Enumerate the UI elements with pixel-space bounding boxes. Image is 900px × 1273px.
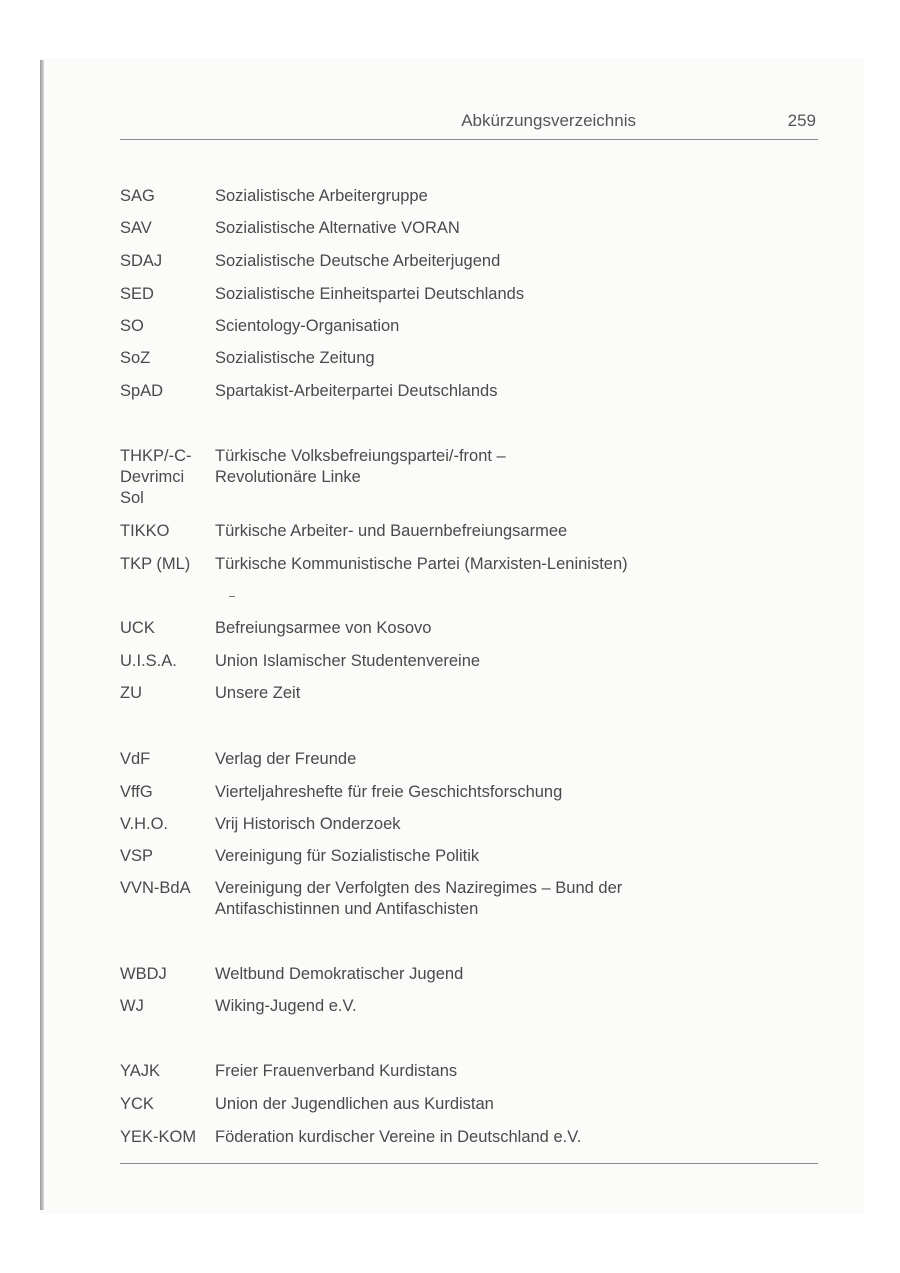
abbreviation: TIKKO [120, 522, 170, 540]
abbreviation: YAJK [120, 1062, 161, 1080]
definition: Wiking-Jugend e.V. [215, 997, 357, 1015]
header-title: Abkürzungsverzeichnis [461, 111, 636, 130]
definition [215, 446, 815, 488]
abbreviation: VSP [120, 847, 154, 865]
footer-rule [120, 1163, 818, 1164]
definition: Spartakist-Arbeiterpartei Deutschlands [215, 382, 498, 400]
definition [215, 878, 815, 920]
abbreviation: SAG [120, 187, 155, 205]
stray-mark [229, 596, 235, 597]
definition: Verlag der Freunde [215, 750, 357, 768]
abbreviation: WJ [120, 997, 144, 1015]
abbreviation: VffG [120, 783, 153, 801]
abbreviation: SoZ [120, 349, 151, 367]
definition: Türkische Kommunistische Partei (Marxisten-Leninisten) [215, 555, 628, 573]
abbreviation: V.H.O. [120, 815, 168, 833]
definition: Sozialistische Einheitspartei Deutschlands [215, 285, 525, 303]
abbreviation: YEK-KOM [120, 1128, 197, 1146]
definition: Sozialistische Alternative VORAN [215, 219, 460, 237]
definition: Vrij Historisch Onderzoek [215, 815, 401, 833]
abbreviation-line: THKP/-C- [120, 447, 192, 465]
abbreviation: UCK [120, 619, 155, 637]
header-rule [120, 139, 818, 140]
definition: Union Islamischer Studentenvereine [215, 652, 481, 670]
abbreviation: SAV [120, 219, 152, 237]
definition: Union der Jugendlichen aus Kurdistan [215, 1095, 494, 1113]
definition-line: Antifaschistinnen und Antifaschisten [215, 900, 479, 918]
abbreviation: TKP (ML) [120, 555, 191, 573]
abbreviation-line: Devrimci [120, 468, 185, 486]
definition: Unsere Zeit [215, 684, 301, 702]
abbreviation [120, 446, 212, 509]
definition: Befreiungsarmee von Kosovo [215, 619, 432, 637]
abbreviation: SO [120, 317, 144, 335]
definition: Scientology-Organisation [215, 317, 400, 335]
abbreviation: VdF [120, 750, 151, 768]
definition: Sozialistische Zeitung [215, 349, 375, 367]
definition: Türkische Arbeiter- und Bauernbefreiungsarmee [215, 522, 568, 540]
abbreviation: U.I.S.A. [120, 652, 177, 670]
definition: Vereinigung für Sozialistische Politik [215, 847, 480, 865]
abbreviation: ZU [120, 684, 142, 702]
definition-line: Vereinigung der Verfolgten des Naziregimes – Bund der [215, 879, 623, 897]
definition-line: Revolutionäre Linke [215, 468, 361, 486]
abbreviation: SED [120, 285, 154, 303]
abbreviation: WBDJ [120, 965, 167, 983]
definition: Weltbund Demokratischer Jugend [215, 965, 464, 983]
definition: Föderation kurdischer Vereine in Deutschland e.V. [215, 1128, 582, 1146]
scan-edge [40, 60, 44, 1210]
definition-line: Türkische Volksbefreiungspartei/-front – [215, 447, 506, 465]
definition: Sozialistische Deutsche Arbeiterjugend [215, 252, 501, 270]
abbreviation: VVN-BdA [120, 879, 191, 897]
definition: Sozialistische Arbeitergruppe [215, 187, 428, 205]
page-number: 259 [787, 111, 816, 130]
definition: Freier Frauenverband Kurdistans [215, 1062, 458, 1080]
abbreviation-line: Sol [120, 489, 144, 507]
abbreviation: SpAD [120, 382, 164, 400]
abbreviation: SDAJ [120, 252, 163, 270]
abbreviation: YCK [120, 1095, 154, 1113]
running-header [120, 111, 818, 137]
definition: Vierteljahreshefte für freie Geschichtsforschung [215, 783, 563, 801]
